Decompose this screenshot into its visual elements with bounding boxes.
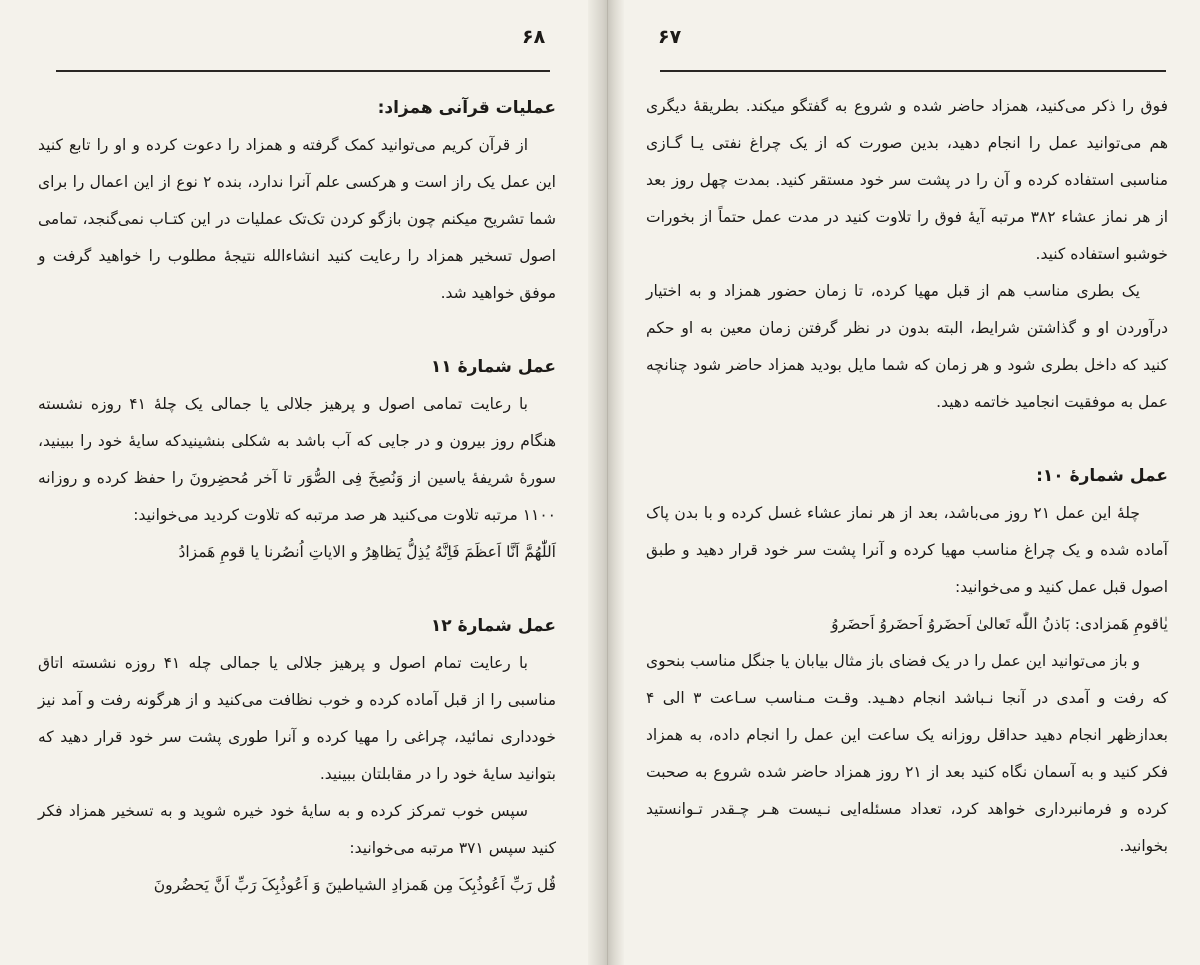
gutter-fold-line bbox=[607, 0, 608, 965]
arabic-invocation: قُل رَبِّ اَعُوذُبِکَ مِن هَمزادِ الشیاطینَ وَ اَعُوذُبِکَ رَبِّ اَنَّ یَحضُرونَ bbox=[153, 876, 556, 894]
body-paragraph: با رعایت تمام اصول و پرهیز جلالی یا جمالی چله ۴۱ روزه نشسته اتاق مناسبی را از قبل آماده کرده و خوب نظافت می‌کنید و از هرگونه رفت و آمد نیز خودداری نمائید، چراغی را مهیا کرده و آنرا طوری پشت سر خود قرار دهید که بتوانید سایهٔ خود را در مقابلتان ببینید. bbox=[38, 654, 556, 783]
left-page bbox=[0, 0, 590, 965]
section-heading: عمل شمارهٔ ۱۱ bbox=[430, 357, 556, 377]
body-paragraph: یک بطری مناسب هم از قبل مهیا کرده، تا زمان حضور همزاد و به اختیار درآوردن او و گذاشتن شرایط، البته بدون در نظر گرفتن زمان معین به او حکم کنید که داخل بطری شود و هر زمان که شما مایل بودید همزاد حاضر شود چنانچه عمل به موفقیت انجامید خاتمه دهید. bbox=[646, 282, 1168, 411]
body-paragraph: فوق را ذکر می‌کنید، همزاد حاضر شده و شروع به گفتگو میکند. بطریقهٔ دیگری هم می‌توانید عمل را انجام دهید، بدین صورت که از یک چراغ نفتی یـا گـازی مناسبی استفاده کرده و آن را در پشت سر خود مستقر کنید. بمدت چهل روز بعد از هر نماز عشاء ۳۸۲ مرتبه آیهٔ فوق را تلاوت کنید در مدت عمل حتماً از بخورات خوشبو استفاده کنید. bbox=[646, 97, 1169, 263]
section-heading: عمل شمارهٔ ۱۰: bbox=[1036, 466, 1168, 486]
arabic-invocation: یٰاقومِ هَمزادی: بَاذنُ اللّٰه تَعالیٰ اَحضَروُ اَحضَروُ اَحضَروُ bbox=[831, 615, 1168, 633]
right-header-rule bbox=[660, 70, 1166, 72]
left-header-rule bbox=[56, 70, 550, 72]
body-paragraph: چلهٔ این عمل ۲۱ روز می‌باشد، بعد از هر نماز عشاء غسل کرده و با بدن پاک آماده شده و یک چراغ مناسب مهیا کرده و آنرا پشت سر خود قرار دهید و طبق اصول قبل عمل کنید و می‌خوانید: bbox=[646, 504, 1168, 596]
right-page-number: ۶۷ bbox=[658, 26, 682, 48]
left-page-body bbox=[38, 90, 556, 904]
right-page bbox=[620, 0, 1200, 965]
right-page-body bbox=[646, 88, 1168, 865]
left-page-number: ۶۸ bbox=[522, 26, 546, 48]
arabic-invocation: اَللّٰهُمَّ اَنَّا اَعظَمَ فَاِنَّهُ یُذِلُّ یَظاهِرُ و الایاتِ اُنصُرنا یا قومِ هَمزادُ bbox=[178, 543, 556, 561]
section-spacer bbox=[38, 312, 556, 349]
book-gutter bbox=[588, 0, 624, 965]
body-paragraph: سپس خوب تمرکز کرده و به سایهٔ خود خیره شوید و به تسخیر همزاد فکر کنید سپس ۳۷۱ مرتبه می‌خوانید: bbox=[38, 802, 556, 857]
body-paragraph: با رعایت تمامی اصول و پرهیز جلالی یا جمالی یک چلهٔ ۴۱ روزه نشسته هنگام روز بیرون و در جایی که آب باشد به شکلی بنشینیدکه سایهٔ خود را ببینید، سورهٔ شریفهٔ یاسین از وَنُصِخَ فِی الصُّوَر تا آخر مُحضِرونَ را حفظ کرده و روزانه ۱۱۰۰ مرتبه تلاوت می‌کنید هر صد مرتبه که تلاوت کردید می‌خوانید: bbox=[38, 395, 556, 524]
section-heading: عملیات قرآنی همزاد: bbox=[377, 98, 556, 118]
section-spacer bbox=[38, 571, 556, 608]
body-paragraph: از قرآن کریم می‌توانید کمک گرفته و همزاد را دعوت کرده و او را تابع کنید این عمل یک راز است و هرکسی علم آنرا ندارد، بنده ۲ نوع از این اعمال را برای شما تشریح میکنم چون بازگو کردن تک‌تک عملیات در این کتـاب نمی‌گنجد، تمامی اصول تسخیر همزاد را رعایت کنید انشاءالله نتیجهٔ مطلوب را خواهید گرفت و موفق خواهید شد. bbox=[38, 136, 556, 302]
section-heading: عمل شمارهٔ ۱۲ bbox=[430, 616, 556, 636]
body-paragraph: و باز می‌توانید این عمل را در یک فضای باز مثال بیابان یا جنگل مناسب بنحوی که رفت و آمدی در آنجا نـباشد انجام دهـید. وقـت مـناسب سـاعت ۳ الی ۴ بعدازظهر انجام دهید حداقل روزانه یک ساعت این عمل را انجام داده، به همزاد فکر کنید و به آسمان نگاه کنید بعد از ۲۱ روز همزاد حاضر شده شروع به صحبت کرده و فرمانبرداری خواهد کرد، تعداد مسئله‌ایی نـیست هـر چـقدر تـوانستید بخوانید. bbox=[646, 652, 1168, 855]
section-spacer bbox=[646, 421, 1168, 458]
